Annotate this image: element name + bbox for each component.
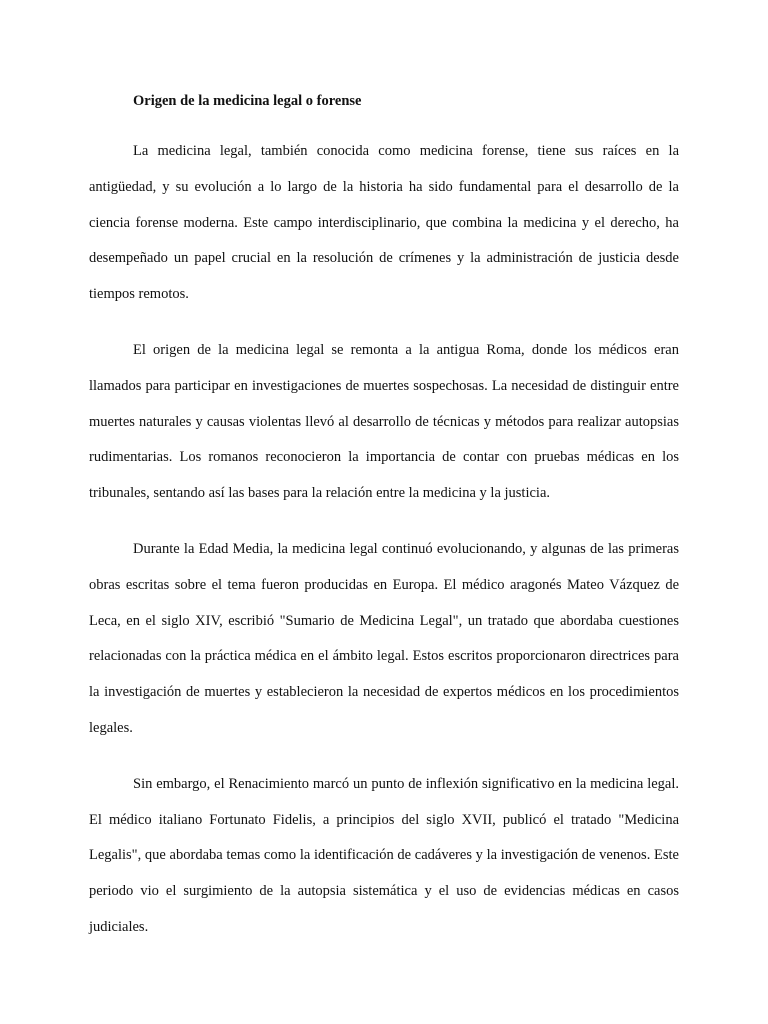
paragraph-2: El origen de la medicina legal se remonta a la antigua Roma, donde los médicos eran llamados para participar en investigaciones de muertes sospechosas. La necesidad de distinguir entre muertes naturales y causas violentas llevó al desarrollo de técnicas y métodos para realizar autopsias rudimentarias. Los romanos reconocieron la importancia de contar con pruebas médicas en los tribunales, sentando así las bases para la relación entre la medicina y la justicia. — [89, 341, 679, 502]
document-page — [89, 88, 679, 946]
document-title: Origen de la medicina legal o forense — [133, 93, 362, 109]
paragraph-1: La medicina legal, también conocida como medicina forense, tiene sus raíces en la antigüedad, y su evolución a lo largo de la historia ha sido fundamental para el desarrollo de la ciencia forense moderna. Este campo interdisciplinario, que combina la medicina y el derecho, ha desempeñado un papel crucial en la resolución de crímenes y la administración de justicia desde tiempos remotos. — [89, 143, 679, 303]
paragraph-3: Durante la Edad Media, la medicina legal continuó evolucionando, y algunas de las primeras obras escritas sobre el tema fueron producidas en Europa. El médico aragonés Mateo Vázquez de Leca, en el siglo XIV, escribió "Sumario de Medicina Legal", un tratado que abordaba cuestiones relacionadas con la práctica médica en el ámbito legal. Estos escritos proporcionaron directrices para la investigación de muertes y establecieron la necesidad de expertos médicos en los procedimientos legales. — [89, 540, 679, 736]
paragraph-4: Sin embargo, el Renacimiento marcó un punto de inflexión significativo en la medicina legal. El médico italiano Fortunato Fidelis, a principios del siglo XVII, publicó el tratado "Medicina Legalis", que abordaba temas como la identificación de cadáveres y la investigación de venenos. Este periodo vio el surgimiento de la autopsia sistemática y el uso de evidencias médicas en casos judiciales. — [89, 775, 679, 935]
